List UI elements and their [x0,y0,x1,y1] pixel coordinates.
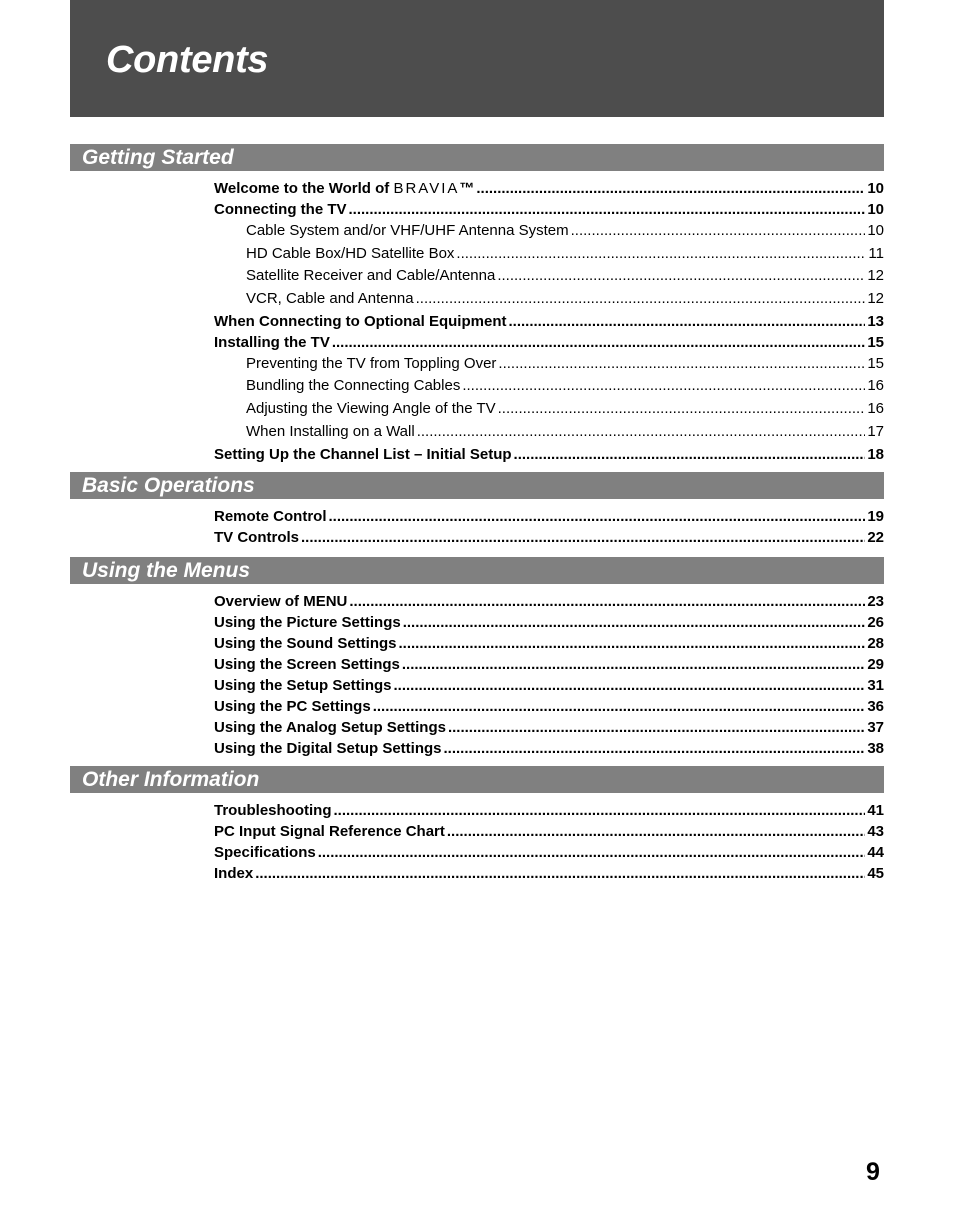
section-heading: Using the Menus [70,557,884,584]
toc-entry-label: Using the Sound Settings [214,635,397,652]
toc-entry-label: Setting Up the Channel List – Initial Setup [214,445,512,463]
toc-entry-label: When Connecting to Optional Equipment [214,312,507,330]
toc-page-number: 10 [867,180,884,197]
dot-leader [329,506,866,527]
bravia-logo: BRAVIA [393,180,460,197]
toc-entry-label: Using the Digital Setup Settings [214,740,442,757]
toc-page-number: 12 [867,290,884,308]
toc-entry-label: Troubleshooting [214,802,332,819]
toc-page-number: 10 [867,222,884,239]
toc-entry-satellite-receiver[interactable] [214,265,884,288]
toc-entry-label: Remote Control [214,508,327,525]
dot-leader [255,863,865,884]
toc-page-number: 18 [867,445,884,463]
toc-entry-setup-settings[interactable] [214,675,884,696]
toc-entry-label: Specifications [214,844,316,861]
dot-leader [403,612,866,633]
toc-page-number: 37 [867,719,884,736]
dot-leader [417,421,866,444]
section-getting-started [70,144,884,465]
section-heading: Getting Started [70,144,884,171]
toc-entry-picture-settings[interactable] [214,612,884,633]
toc-page-number: 45 [867,865,884,882]
toc-entry-label: Connecting the TV [214,201,347,218]
dot-leader [514,444,866,465]
toc-page-number: 44 [867,844,884,861]
toc-entry-label: Index [214,865,254,882]
toc-entry-pc-settings[interactable] [214,696,884,717]
section-heading: Basic Operations [70,472,884,499]
dot-leader [349,199,866,220]
toc-entry-label: Adjusting the Viewing Angle of the TV [246,400,496,418]
dot-leader [402,654,865,675]
toc-page-number: 38 [867,740,884,757]
toc-page-number: 19 [867,508,884,525]
dot-leader [498,398,866,421]
toc-page-number: 16 [867,377,884,395]
toc-entry-channel-list-setup[interactable] [214,444,884,465]
toc-page-number: 17 [867,422,884,440]
toc-entry-analog-setup-settings[interactable] [214,717,884,738]
dot-leader [508,311,865,332]
toc-entry-hd-cable-box[interactable] [214,243,884,266]
dot-leader [476,178,865,199]
section-using-the-menus [70,557,884,759]
toc-page-number: 13 [867,312,884,330]
toc-entry-label: VCR, Cable and Antenna [246,290,414,308]
toc-entry-label: Using the PC Settings [214,698,371,715]
toc-page-number: 29 [867,656,884,673]
dot-leader [497,265,865,288]
toc-entry-specifications[interactable] [214,842,884,863]
toc-entry-label: Overview of MENU [214,593,348,610]
dot-leader [394,675,866,696]
toc-page-number: 15 [867,333,884,351]
toc-entry-connecting-the-tv[interactable] [214,199,884,220]
toc-entry-label: Preventing the TV from Toppling Over [246,354,497,372]
toc-entry-label: Using the Picture Settings [214,614,401,631]
toc-entry-label: Using the Setup Settings [214,677,392,694]
dot-leader [448,717,865,738]
toc-entry-wall-installation[interactable] [214,421,884,444]
toc-page-number: 26 [867,614,884,631]
toc-entry-label: Installing the TV [214,333,330,351]
toc-entry-label: Cable System and/or VHF/UHF Antenna System [246,222,569,239]
toc-entry-label: When Installing on a Wall [246,422,415,440]
toc-page-number: 12 [867,267,884,285]
toc-entry-label: Satellite Receiver and Cable/Antenna [246,267,496,285]
dot-leader [571,220,866,243]
toc-page-number: 31 [867,677,884,694]
dot-leader [462,375,865,398]
dot-leader [498,353,865,376]
toc-entry-label: PC Input Signal Reference Chart [214,823,445,840]
toc-entry-remote-control[interactable] [214,506,884,527]
dot-leader [349,591,865,612]
toc-page-number: 23 [867,593,884,610]
toc-page-number: 41 [867,802,884,819]
toc-page-number: 36 [867,698,884,715]
dot-leader [373,696,866,717]
dot-leader [332,332,865,353]
page-title: Contents [106,39,269,81]
toc-list [214,800,884,884]
toc-entry-overview-of-menu[interactable] [214,591,884,612]
toc-entry-viewing-angle[interactable] [214,398,884,421]
toc-entry-welcome[interactable] [214,178,884,199]
dot-leader [334,800,866,821]
toc-entry-index[interactable] [214,863,884,884]
toc-entry-label: Using the Screen Settings [214,656,400,673]
section-heading: Other Information [70,766,884,793]
toc-list [214,591,884,759]
toc-entry-installing-the-tv[interactable] [214,332,884,353]
toc-entry-preventing-toppling[interactable] [214,353,884,376]
toc-entry-bundling-cables[interactable] [214,375,884,398]
toc-entry-pc-input-signal-chart[interactable] [214,821,884,842]
toc-entry-label: Using the Analog Setup Settings [214,719,446,736]
toc-entry-label: TV Controls [214,529,299,546]
toc-entry-screen-settings[interactable] [214,654,884,675]
toc-entry-sound-settings[interactable] [214,633,884,654]
toc-list [214,178,884,465]
dot-leader [399,633,866,654]
toc-page-number: 10 [867,201,884,218]
dot-leader [444,738,866,759]
section-basic-operations [70,472,884,548]
dot-leader [456,243,866,266]
toc-entry-troubleshooting[interactable] [214,800,884,821]
toc-entry-tv-controls[interactable] [214,527,884,548]
toc-page-number: 15 [867,354,884,372]
dot-leader [318,842,866,863]
toc-page-number: 43 [867,823,884,840]
section-other-information [70,766,884,884]
page-number: 9 [866,1158,880,1186]
toc-entry-cable-system[interactable] [214,220,884,243]
dot-leader [416,288,866,311]
toc-page-number: 16 [867,400,884,418]
toc-entry-label: Bundling the Connecting Cables [246,377,461,395]
dot-leader [447,821,865,842]
toc-entry-label: HD Cable Box/HD Satellite Box [246,244,455,262]
toc-entry-label: Welcome to the World of BRAVIA™ [214,180,475,197]
toc-page-number: 28 [867,635,884,652]
toc-page-number: 22 [867,529,884,546]
dot-leader [301,527,865,548]
toc-entry-digital-setup-settings[interactable] [214,738,884,759]
toc-list [214,506,884,548]
toc-entry-vcr-cable-antenna[interactable] [214,288,884,311]
toc-page-number: 11 [868,244,884,262]
toc-entry-optional-equipment[interactable] [214,311,884,332]
title-banner [70,0,884,117]
